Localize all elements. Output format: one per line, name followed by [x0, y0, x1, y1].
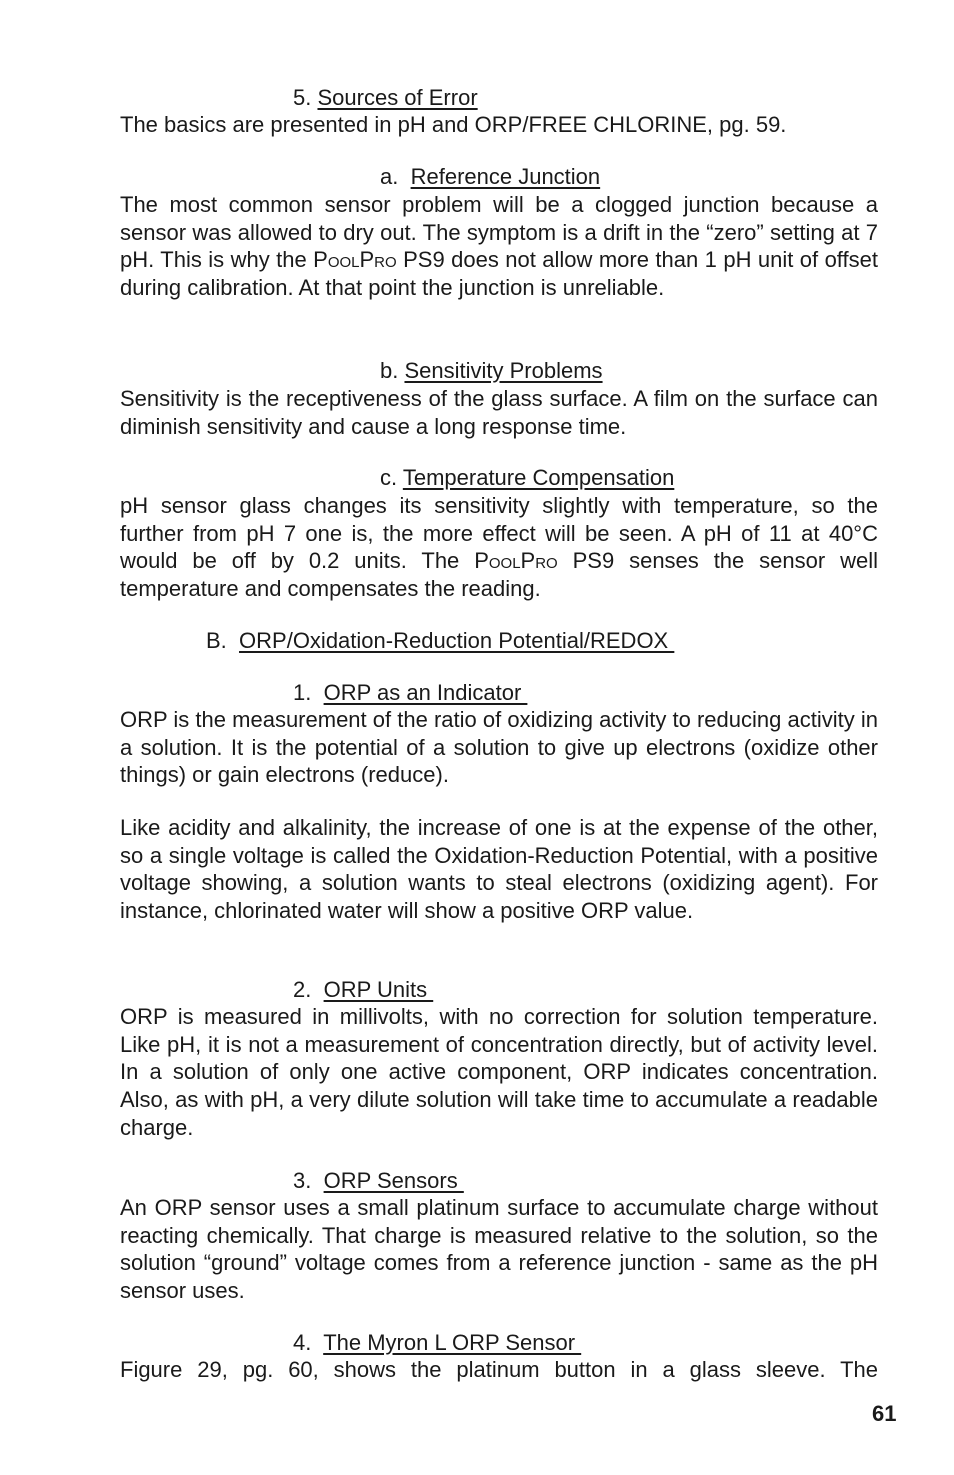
- heading-title: Sensitivity Problems: [404, 358, 603, 383]
- brand-name: PoolPro: [313, 247, 397, 273]
- heading-number: 1.: [293, 680, 312, 705]
- heading-orp-indicator: [293, 679, 527, 707]
- heading-letter: c.: [380, 465, 398, 490]
- heading-number: 2.: [293, 977, 312, 1002]
- paragraph-orp-indicator: ORP is the measurement of the ratio of oxidizing activity to reducing activity in a solution. It is the potential of a solution to give up electrons (oxidize other things) or gain electrons (reduce).: [120, 707, 878, 788]
- heading-letter: b.: [380, 358, 399, 383]
- brand-name: PoolPro: [474, 548, 558, 574]
- paragraph-temperature-compensation: [120, 492, 878, 603]
- heading-orp-sensors: [293, 1167, 464, 1195]
- paragraph-orp-indicator-2: Like acidity and alkalinity, the increase of one is at the expense of the other, so a single voltage is called the Oxidation-Reduction Potential, with a positive voltage showing, a solution wants to steal electrons (oxidizing agent). For instance, chlorinated water will show a positive ORP value.: [120, 815, 878, 924]
- heading-title: Reference Junction: [410, 164, 601, 189]
- text-segment: pH sensor glass changes its sensitivity slightly with temperature, so the further from pH 7 one is, the more effect will be seen. A pH of 11 at 40°C would be off by 0.2 units. The: [120, 493, 878, 574]
- paragraph-orp-sensors: An ORP sensor uses a small platinum surface to accumulate charge without reacting chemically. That charge is measured relative to the solution, so the solution “ground” voltage comes from a reference junction - same as the pH sensor uses.: [120, 1195, 878, 1304]
- heading-title: ORP Sensors: [323, 1168, 464, 1193]
- paragraph-sources-of-error: The basics are presented in pH and ORP/FREE CHLORINE, pg. 59.: [120, 112, 787, 137]
- paragraph-orp-units: ORP is measured in millivolts, with no correction for solution temperature. Like pH, it is not a measurement of concentration directly, but of activity level. In a solution of only one active component, ORP indicates concentration. Also, as with pH, a very dilute solution will take time to accumulate a readable charge.: [120, 1004, 878, 1140]
- heading-title: Sources of Error: [317, 85, 478, 110]
- heading-reference-junction: [380, 163, 600, 191]
- heading-letter: a.: [380, 164, 399, 189]
- text-segment: The most common sensor problem will be a clogged junction because a sensor was allowed to dry out. The symptom is a drift in the “zero” setting at 7 pH. This is why the: [120, 192, 878, 273]
- text-segment: PS9 does not allow more than 1 pH unit of offset during calibration. At that point the junction is unreliable.: [120, 247, 878, 301]
- heading-title: The Myron L ORP Sensor: [323, 1330, 582, 1355]
- heading-sensitivity-problems: [380, 357, 603, 385]
- heading-title: Temperature Compensation: [402, 465, 675, 490]
- heading-number: 5.: [293, 85, 312, 110]
- heading-sources-of-error: [293, 84, 478, 112]
- heading-orp-units: [293, 976, 433, 1004]
- heading-letter: B.: [206, 628, 227, 653]
- paragraph-myron-orp-sensor: Figure 29, pg. 60, shows the platinum button in a glass sleeve. The: [120, 1357, 878, 1382]
- heading-number: 3.: [293, 1168, 312, 1193]
- paragraph-sensitivity-problems: Sensitivity is the receptiveness of the glass surface. A film on the surface can diminish sensitivity and cause a long response time.: [120, 386, 878, 439]
- heading-orp-section: [206, 627, 674, 655]
- heading-title: ORP Units: [323, 977, 434, 1002]
- text-segment: PS9 senses the sensor well temperature and compensates the reading.: [120, 548, 878, 602]
- heading-number: 4.: [293, 1330, 312, 1355]
- page-number: 61: [872, 1401, 897, 1426]
- heading-title: ORP/Oxidation-Reduction Potential/REDOX: [239, 628, 675, 653]
- heading-temperature-compensation: [380, 464, 674, 492]
- heading-myron-orp-sensor: [293, 1329, 581, 1357]
- paragraph-reference-junction: [120, 191, 878, 302]
- heading-title: ORP as an Indicator: [323, 680, 528, 705]
